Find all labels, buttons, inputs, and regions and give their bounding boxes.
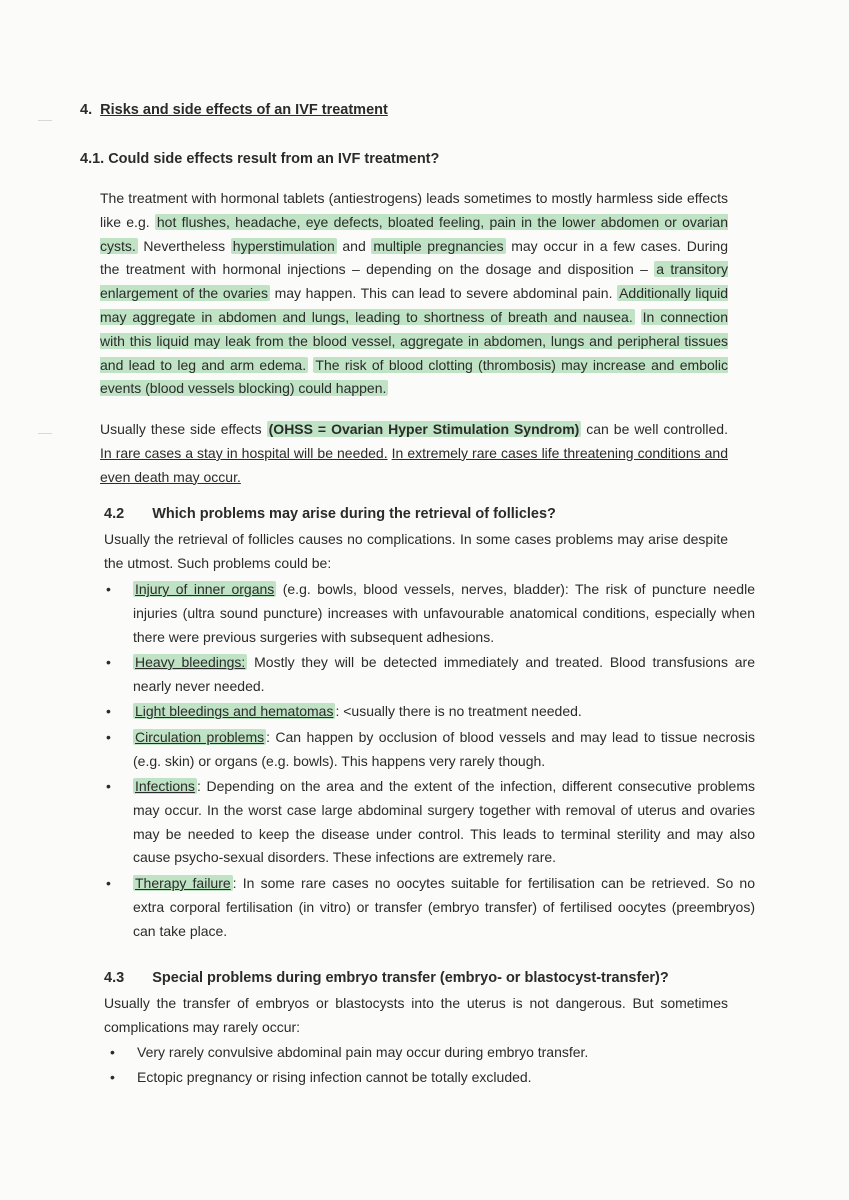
highlight: The risk of blood clotting (thrombosis) may increase and embolic events (blood vessels blocking) could happen. (100, 356, 728, 397)
section-4-1-heading: 4.1. Could side effects result from an IVF treatment? (80, 151, 440, 167)
section-4-1-paragraph-2: Usually these side effects (OHSS = Ovarian Hyper Stimulation Syndrom) can be well controlled. In rare cases a stay in hospital will be needed. In extremely rare cases life threatening conditions and even death may occur. (100, 421, 728, 485)
highlight: a transitory enlargement of the ovaries (100, 261, 728, 302)
section-4-1-paragraph-1: The treatment with hormonal tablets (antiestrogens) leads sometimes to mostly harmless side effects like e.g. hot flushes, headache, eye defects, bloated feeling, pain in the lower abdomen or ovarian cysts. Nevertheless hyperstimulation and multiple pregnancies may occur in a few cases. During the treatment with hormonal injections – depending on the dosage and disposition – a transitory enlargement of the ovaries may happen. This can lead to severe abdominal pain. Additionally liquid may aggregate in abdomen and lungs, leading to shortness of breath and nausea. In connection with this liquid may leak from the blood vessel, aggregate in abdomen, lungs and peripheral tissues and lead to leg and arm edema. The risk of blood clotting (thrombosis) may increase and embolic events (blood vessels blocking) could happen. (100, 190, 729, 397)
highlight-term: Infections (135, 778, 195, 794)
list-item: • Injury of inner organs (e.g. bowls, blood vessels, nerves, bladder): The risk of puncture needle injuries (ultra sound puncture) increases with unfavourable anatomical conditions, especially when there were previous surgeries with subsequent adhesions. (106, 578, 755, 649)
list-item: • Circulation problems : Can happen by occlusion of blood vessels and may lead to tissue necrosis (e.g. skin) or organs (e.g. bowls). This happens very rarely though. (106, 726, 755, 774)
list-item: • Very rarely convulsive abdominal pain may occur during embryo transfer. (110, 1041, 759, 1065)
list-item: • Ectopic pregnancy or rising infection cannot be totally excluded. (110, 1066, 759, 1090)
margin-mark (38, 433, 52, 434)
section-4-3-heading: 4.3 Special problems during embryo transfer (embryo- or blastocyst-transfer)? (104, 970, 669, 986)
highlight-term: Circulation problems (135, 729, 265, 745)
highlight: multiple pregnancies (373, 237, 504, 254)
highlight: hot flushes, headache, eye defects, bloated feeling, pain in the lower abdomen or ovarian cysts. (100, 213, 728, 254)
highlight-ohss: (OHSS = Ovarian Hyper Stimulation Syndrom) (268, 421, 580, 437)
highlight: Additionally liquid may aggregate in abdomen and lungs, leading to shortness of breath and nausea. (100, 285, 729, 325)
section-4-2-heading: 4.2 Which problems may arise during the retrieval of follicles? (104, 506, 556, 522)
section-4-heading: 4. Risks and side effects of an IVF treatment (80, 102, 388, 118)
list-item: • Light bleedings and hematomas : <usually there is no treatment needed. (106, 700, 755, 724)
section-4-2-intro: Usually the retrieval of follicles causes no complications. In some cases problems may arise despite the utmost. Such problems could be: (104, 531, 728, 571)
section-4-3-intro: Usually the transfer of embryos or blastocysts into the uterus is not dangerous. But sometimes complications may rarely occur: (104, 995, 728, 1035)
highlight-term: Therapy failure (135, 875, 231, 891)
list-item: • Heavy bleedings: Mostly they will be detected immediately and treated. Blood transfusions are nearly never needed. (106, 651, 755, 699)
highlight: hyperstimulation (232, 237, 335, 254)
highlight-term: Injury of inner organs (135, 581, 275, 597)
section-4-title: Risks and side effects of an IVF treatment (100, 102, 388, 118)
list-item: • Infections : Depending on the area and the extent of the infection, different consecutive problems may occur. In the worst case large abdominal surgery together with removal of uterus and ovaries may be needed to keep the disease under control. This leads to terminal sterility and may also cause psycho-sexual disorders. These infections are extremely rare. (106, 775, 755, 870)
highlight: In connection with this liquid may leak from the blood vessel, aggregate in abdomen, lungs and peripheral tissues and lead to leg and arm edema. (100, 308, 728, 373)
list-item: • Therapy failure : In some rare cases no oocytes suitable for fertilisation can be retrieved. So no extra corporal fertilisation (in vitro) or transfer (embryo transfer) of fertilised oocytes (preembryos) can take place. (106, 872, 755, 943)
underlined-text: In rare cases a stay in hospital will be needed. (100, 444, 388, 461)
highlight-term: Heavy bleedings: (135, 654, 246, 670)
highlight-term: Light bleedings and hematomas (135, 703, 334, 719)
underlined-text: In extremely rare cases life threatening conditions and even death may occur. (100, 444, 728, 485)
margin-mark (38, 120, 52, 121)
